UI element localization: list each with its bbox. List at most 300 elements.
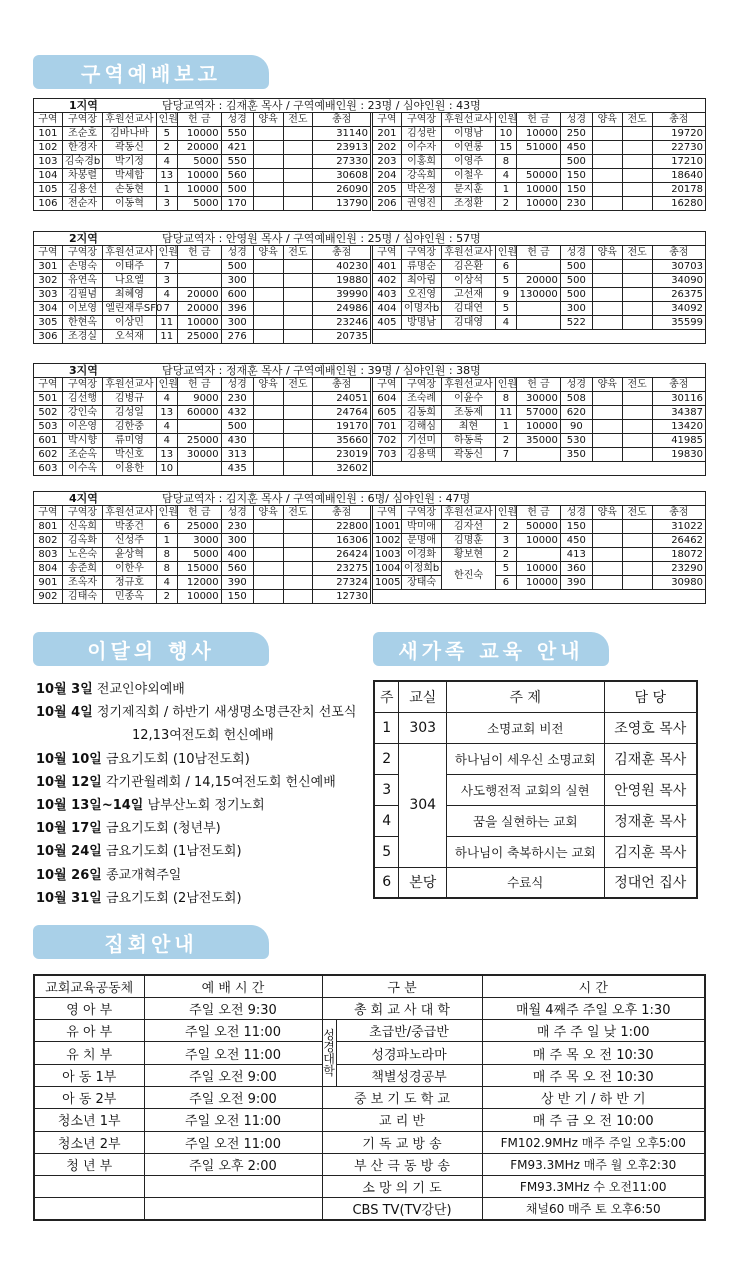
column-header: 성경 [560,113,592,127]
table-cell: 390 [560,576,592,590]
table-cell: 엘린재루SF0 [103,302,156,316]
table-cell: 상 반 기 / 하 반 기 [482,1086,705,1108]
table-cell [283,288,313,302]
table-row [373,548,706,562]
table-cell: 500 [560,288,592,302]
table-header-row [34,975,705,997]
table-cell: 2 [374,743,399,774]
table-row [34,534,371,548]
table-cell: 김재훈 목사 [604,743,697,774]
table-cell [592,406,622,420]
table-row [373,462,706,476]
column-header: 성경 [560,246,592,260]
event-date: 10월 12일 [36,774,102,790]
event-item [36,817,356,840]
table-cell: 150 [221,590,253,604]
column-header: 총점 [652,506,705,520]
table-cell: 150 [560,183,592,197]
table-cell [283,260,313,274]
column-header: 전도 [622,113,652,127]
table-cell [253,183,283,197]
table-cell: 권영진 [401,197,442,211]
table-cell: 276 [221,330,253,344]
table-cell: 5000 [177,155,221,169]
table-cell: 방명남 [401,316,442,330]
table-cell: 13 [156,448,177,462]
table-cell: 1 [374,712,399,743]
table-cell: 30980 [652,576,705,590]
table-row [34,288,371,302]
table-cell: 고선재 [442,288,495,302]
table-cell: 16306 [313,534,371,548]
table-cell [592,448,622,462]
table-cell: 조동제 [442,406,495,420]
column-header: 후원선교사 [442,378,495,392]
table-row [374,867,697,898]
table-cell [253,141,283,155]
table-cell: 3 [495,534,516,548]
table-cell: 초급반/중급반 [336,1020,482,1042]
table-cell: 이한우 [103,562,156,576]
table-cell: 300 [221,274,253,288]
column-header: 후원선교사 [442,113,495,127]
district-name: 3지역 [69,364,98,377]
column-header: 후원선교사 [103,506,156,520]
table-cell: 901 [34,576,63,590]
table-cell: 소명교회 비전 [447,712,605,743]
column-header: 헌 금 [177,378,221,392]
table-cell [592,392,622,406]
table-cell: 이홍희 [401,155,442,169]
column-header: 인원 [156,246,177,260]
column-header: 교실 [399,681,447,712]
table-cell: 31022 [652,520,705,534]
column-header: 교회교육공동체 [34,975,144,997]
table-cell: 1 [156,534,177,548]
table-row [373,590,706,604]
table-cell: 이명남 [442,127,495,141]
table-cell: 9000 [177,392,221,406]
table-row [34,562,371,576]
table-cell: 7 [156,302,177,316]
district-table-left [33,377,371,476]
table-cell: 450 [560,141,592,155]
column-header: 구역 [373,506,402,520]
table-cell: 매 주 목 오 전 10:30 [482,1064,705,1086]
table-cell: 11 [156,330,177,344]
table-row [374,712,697,743]
table-row [34,1086,705,1108]
table-cell: 13790 [313,197,371,211]
table-cell: 김명훈 [442,534,495,548]
table-cell [622,534,652,548]
table-row [34,462,371,476]
table-cell: 230 [221,520,253,534]
district-info: 담당교역자 : 안영원 목사 / 구역예배인원 : 25명 / 심야인원 : 57명 [162,232,481,245]
table-cell: 김자선 [442,520,495,534]
table-cell: 24764 [313,406,371,420]
meetings-table [33,974,706,1221]
table-cell: 김태숙 [62,590,103,604]
table-cell: 16280 [652,197,705,211]
column-header: 인원 [495,506,516,520]
district-table-right [372,377,706,476]
table-cell: 주일 오전 9:30 [144,997,322,1019]
table-cell: 90 [560,420,592,434]
table-cell: 강옥희 [401,169,442,183]
event-item [36,724,356,747]
table-row [373,434,706,448]
column-header: 헌 금 [517,506,561,520]
column-header: 구역 [34,113,63,127]
event-text: 금요기도회 (10남전도회) [101,751,250,767]
table-cell [592,316,622,330]
table-cell: 4 [374,805,399,836]
table-cell [144,1198,322,1220]
table-row [34,520,371,534]
table-cell: 4 [156,392,177,406]
column-header: 구역장 [401,113,442,127]
table-row [34,141,371,155]
table-cell: 102 [34,141,63,155]
column-header: 총점 [313,378,371,392]
table-cell: 390 [221,576,253,590]
table-cell: 600 [221,288,253,302]
table-cell: 11 [495,406,516,420]
column-header: 전도 [283,246,313,260]
table-cell [622,434,652,448]
section-title-meetings: 집회안내 [33,925,269,959]
table-cell: 김지훈 목사 [604,836,697,867]
table-cell [144,1176,322,1198]
table-cell: 10000 [517,183,561,197]
table-row [373,576,706,590]
table-cell: FM93.3MHz 수 오전11:00 [482,1176,705,1198]
table-cell: 39990 [313,288,371,302]
table-cell [253,548,283,562]
table-cell: 10000 [177,127,221,141]
table-cell: 7 [156,260,177,274]
table-cell: 404 [373,302,402,316]
column-header: 헌 금 [517,246,561,260]
column-header: 양육 [592,113,622,127]
table-cell [283,534,313,548]
table-cell: 신성주 [103,534,156,548]
table-cell: 6 [374,867,399,898]
column-header: 구역장 [401,378,442,392]
district-table-left [33,245,371,344]
column-header: 예 배 시 간 [144,975,322,997]
table-cell: 34092 [652,302,705,316]
table-cell: 403 [373,288,402,302]
table-cell: 12730 [313,590,371,604]
table-cell: 주일 오전 11:00 [144,1109,322,1131]
table-cell: 5 [495,562,516,576]
column-header: 성경 [221,506,253,520]
table-cell: 8 [156,548,177,562]
table-cell: 아 동 2부 [34,1086,144,1108]
table-cell: 401 [373,260,402,274]
table-cell: 김용선 [62,183,103,197]
column-header: 인원 [156,506,177,520]
table-header-row [34,113,371,127]
table-cell: 주일 오전 9:00 [144,1064,322,1086]
table-cell: 801 [34,520,63,534]
table-cell [592,302,622,316]
table-cell: 박종건 [103,520,156,534]
table-cell: 20178 [652,183,705,197]
table-cell: 곽동신 [103,141,156,155]
column-header: 담 당 [604,681,697,712]
event-date: 10월 24일 [36,844,102,860]
table-cell [622,520,652,534]
table-cell [177,462,221,476]
table-cell [253,420,283,434]
table-cell [592,127,622,141]
column-header: 시 간 [482,975,705,997]
table-cell [622,141,652,155]
table-row [34,997,705,1019]
table-cell: 19830 [652,448,705,462]
table-cell: 104 [34,169,63,183]
table-cell: 총 회 교 사 대 학 [322,997,482,1019]
table-cell: 400 [221,548,253,562]
table-cell: 한진숙 [442,562,495,590]
table-cell: 3 [374,774,399,805]
table-row [34,1198,705,1220]
table-cell: 23275 [313,562,371,576]
table-row [34,330,371,344]
table-cell: 이정희b [401,562,442,576]
table-cell: 32602 [313,462,371,476]
table-cell: 소 망 의 기 도 [322,1176,482,1198]
table-cell: 사도행전적 교회의 실현 [447,774,605,805]
table-cell: 1005 [373,576,402,590]
table-cell [592,576,622,590]
table-cell [253,448,283,462]
district-header [33,363,706,378]
table-cell [517,260,561,274]
table-cell: 701 [373,420,402,434]
table-cell: 25000 [177,520,221,534]
table-cell: 300 [221,534,253,548]
event-date: 10월 13일~14일 [36,798,144,814]
table-cell: 201 [373,127,402,141]
table-cell: 2 [156,141,177,155]
table-cell: 560 [221,562,253,576]
table-cell [283,420,313,434]
table-cell: 2 [495,548,516,562]
table-header-row [373,506,706,520]
table-cell: FM93.3MHz 매주 월 오후2:30 [482,1153,705,1175]
table-cell: 10000 [177,316,221,330]
table-cell: 신옥희 [62,520,103,534]
table-cell: 17210 [652,155,705,169]
table-cell: 413 [560,548,592,562]
column-header: 총점 [652,113,705,127]
table-cell: 13420 [652,420,705,434]
table-cell: 조순호 [62,127,103,141]
table-cell: 60000 [177,406,221,420]
table-cell [592,562,622,576]
column-header: 양육 [592,506,622,520]
table-row [373,288,706,302]
table-cell [253,169,283,183]
table-cell: 230 [560,197,592,211]
table-cell: 27324 [313,576,371,590]
table-cell [283,183,313,197]
table-cell: 500 [560,155,592,169]
table-cell: 300 [221,316,253,330]
table-cell: 안영원 목사 [604,774,697,805]
table-cell: 51000 [517,141,561,155]
table-cell: 30000 [177,448,221,462]
table-cell: 이태주 [103,260,156,274]
table-cell: 435 [221,462,253,476]
district-info: 담당교역자 : 김재훈 목사 / 구역예배인원 : 23명 / 심야인원 : 43명 [162,99,481,112]
table-cell: 조순옥 [62,448,103,462]
table-cell [253,330,283,344]
table-cell: 4 [156,155,177,169]
table-cell: 나요엘 [103,274,156,288]
table-cell [622,302,652,316]
table-cell: 522 [560,316,592,330]
table-cell: 10000 [517,534,561,548]
table-row [373,260,706,274]
table-cell [253,288,283,302]
table-cell [253,274,283,288]
table-cell: 전순자 [62,197,103,211]
table-cell [622,127,652,141]
table-cell [253,562,283,576]
table-cell [253,127,283,141]
table-cell: 19720 [652,127,705,141]
table-row [34,260,371,274]
table-cell: 19880 [313,274,371,288]
table-cell: 350 [560,448,592,462]
table-header-row [34,246,371,260]
table-cell: 박미애 [401,520,442,534]
table-cell: 이동혁 [103,197,156,211]
table-cell [177,274,221,288]
table-cell: 24051 [313,392,371,406]
table-cell: 1003 [373,548,402,562]
table-cell: 이명자b [401,302,442,316]
column-header: 총점 [313,113,371,127]
table-cell: 이연롱 [442,141,495,155]
column-header: 구역 [373,246,402,260]
column-header: 인원 [495,246,516,260]
table-cell: 18640 [652,169,705,183]
table-cell [283,462,313,476]
table-cell: 170 [221,197,253,211]
events-list [36,678,356,910]
table-cell: 유 치 부 [34,1042,144,1064]
table-cell [253,434,283,448]
column-header: 구역 [373,113,402,127]
table-cell: 매 주 주 일 낮 1:00 [482,1020,705,1042]
table-header-row [374,681,697,712]
table-cell: 4 [156,576,177,590]
table-cell: 1 [495,183,516,197]
column-header: 양육 [592,246,622,260]
table-cell: 306 [34,330,63,344]
table-header-row [34,506,371,520]
column-header: 헌 금 [177,506,221,520]
table-cell: 130000 [517,288,561,302]
table-cell: 1 [156,183,177,197]
table-cell [253,392,283,406]
district-name: 2지역 [69,232,98,245]
table-cell: 10000 [517,420,561,434]
table-cell: 청소년 1부 [34,1109,144,1131]
table-cell: 이상석 [442,274,495,288]
table-cell: 김성란 [401,127,442,141]
table-row [374,743,697,774]
column-header: 주 [374,681,399,712]
table-row [373,520,706,534]
table-cell: 4 [156,420,177,434]
table-cell [283,448,313,462]
table-cell [622,183,652,197]
table-cell: 조숙례 [401,392,442,406]
table-cell: 손동현 [103,183,156,197]
table-cell: 이수옥 [62,462,103,476]
event-item [36,794,356,817]
table-row [373,141,706,155]
table-cell [592,155,622,169]
table-cell: 주일 오전 11:00 [144,1020,322,1042]
table-cell: 41985 [652,434,705,448]
table-cell: 19170 [313,420,371,434]
event-item [36,678,356,701]
table-cell: 5 [495,302,516,316]
event-item [36,840,356,863]
table-cell: 30116 [652,392,705,406]
table-cell: 23019 [313,448,371,462]
table-cell [253,155,283,169]
table-cell: 이보영 [62,302,103,316]
column-header: 주 제 [447,681,605,712]
table-cell: 채널60 매주 토 오후6:50 [482,1198,705,1220]
table-cell: 106 [34,197,63,211]
table-cell [283,169,313,183]
table-cell: 601 [34,434,63,448]
table-row [373,127,706,141]
table-cell: 윤상혁 [103,548,156,562]
table-cell [622,288,652,302]
event-item [36,887,356,910]
event-item [36,748,356,771]
table-cell [283,520,313,534]
event-text: 전교인야외예배 [92,682,185,697]
table-cell [622,274,652,288]
event-text: 12,13여전도회 헌신예배 [132,728,274,744]
event-date: 10월 26일 [36,867,102,883]
table-cell: 396 [221,302,253,316]
table-cell [622,448,652,462]
table-cell: 26090 [313,183,371,197]
table-cell: 18072 [652,548,705,562]
table-cell: 한경자 [62,141,103,155]
table-cell: 주일 오후 2:00 [144,1153,322,1175]
table-cell: 꿈을 실현하는 교회 [447,805,605,836]
table-cell: 10000 [177,183,221,197]
table-cell: 13 [156,406,177,420]
table-cell: 김필념 [62,288,103,302]
table-cell [253,260,283,274]
table-cell [253,406,283,420]
